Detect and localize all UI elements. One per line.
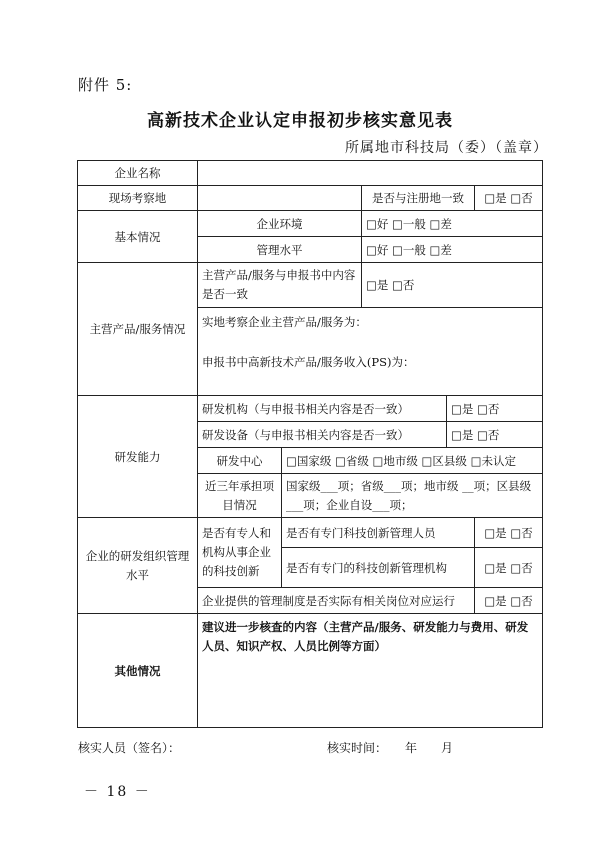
product-label: 主营产品/服务情况 xyxy=(78,263,198,396)
rd-center-label: 研发中心 xyxy=(198,448,282,474)
environment-label: 企业环境 xyxy=(198,211,362,237)
rd-equipment-yes-no[interactable]: □是 □否 xyxy=(447,422,543,448)
issuer-seal-line: 所属地市科技局（委）（盖章） xyxy=(345,140,548,156)
management-options[interactable]: □好 □一般 □差 xyxy=(362,237,543,263)
other-situation-label: 其他情况 xyxy=(78,614,198,728)
staff-question-1-yes-no[interactable]: □是 □否 xyxy=(475,518,543,548)
product-consistency-label: 主营产品/服务与申报书中内容是否一致 xyxy=(198,263,362,308)
staff-question-1: 是否有专门科技创新管理人员 xyxy=(282,518,475,548)
registered-yes-no[interactable]: □是 □否 xyxy=(475,186,543,211)
environment-options[interactable]: □好 □一般 □差 xyxy=(362,211,543,237)
staff-institution-label: 是否有专人和机构从事企业的科技创新 xyxy=(198,518,282,588)
form-title: 高新技术企业认定申报初步核实意见表 xyxy=(147,111,453,131)
system-question: 企业提供的管理制度是否实际有相关岗位对应运行 xyxy=(198,588,475,614)
page-number: － 18 － xyxy=(84,784,151,800)
product-yes-no[interactable]: □是 □否 xyxy=(362,263,543,308)
table-row xyxy=(78,161,543,186)
management-label: 管理水平 xyxy=(198,237,362,263)
product-observed-text: 实地考察企业主营产品/服务为： xyxy=(202,315,367,329)
rd-equipment-question: 研发设备（与申报书相关内容是否一致） xyxy=(198,422,447,448)
staff-question-2-yes-no[interactable]: □是 □否 xyxy=(475,548,543,588)
basic-info-label: 基本情况 xyxy=(78,211,198,263)
table-row xyxy=(78,396,543,422)
table-row xyxy=(78,518,543,548)
attachment-label: 附件 5: xyxy=(78,76,133,94)
check-time-label: 核实时间： 年 月 xyxy=(327,741,454,755)
verification-table xyxy=(77,160,543,728)
product-income-text: 申报书中高新技术产品/服务收入(PS)为： xyxy=(202,355,415,369)
rd-org-question: 研发机构（与申报书相关内容是否一致） xyxy=(198,396,447,422)
rd-capability-label: 研发能力 xyxy=(78,396,198,518)
other-situation-text[interactable]: 建议进一步核查的内容（主营产品/服务、研发能力与费用、研发人员、知识产权、人员比例等方面） xyxy=(198,614,543,728)
projects-counts[interactable]: 国家级___项；省级___项；地市级 __项；区县级___项；企业自设___项； xyxy=(282,474,543,518)
system-yes-no[interactable]: □是 □否 xyxy=(475,588,543,614)
staff-question-2: 是否有专门的科技创新管理机构 xyxy=(282,548,475,588)
company-name-label: 企业名称 xyxy=(78,161,198,186)
site-label: 现场考察地 xyxy=(78,186,198,211)
table-row xyxy=(78,186,543,211)
table-row xyxy=(78,614,543,728)
rd-center-options[interactable]: □国家级 □省级 □地市级 □区县级 □未认定 xyxy=(282,448,543,474)
projects-label: 近三年承担项目情况 xyxy=(198,474,282,518)
rd-org-yes-no[interactable]: □是 □否 xyxy=(447,396,543,422)
table-row xyxy=(78,211,543,237)
checker-signature-label: 核实人员（签名）： xyxy=(78,741,181,755)
registered-consistency-label: 是否与注册地一致 xyxy=(362,186,475,211)
org-management-label: 企业的研发组织管理水平 xyxy=(78,518,198,614)
table-row xyxy=(78,263,543,308)
site-field[interactable] xyxy=(198,186,362,211)
product-details-cell[interactable] xyxy=(198,308,543,396)
company-name-field[interactable] xyxy=(198,161,543,186)
